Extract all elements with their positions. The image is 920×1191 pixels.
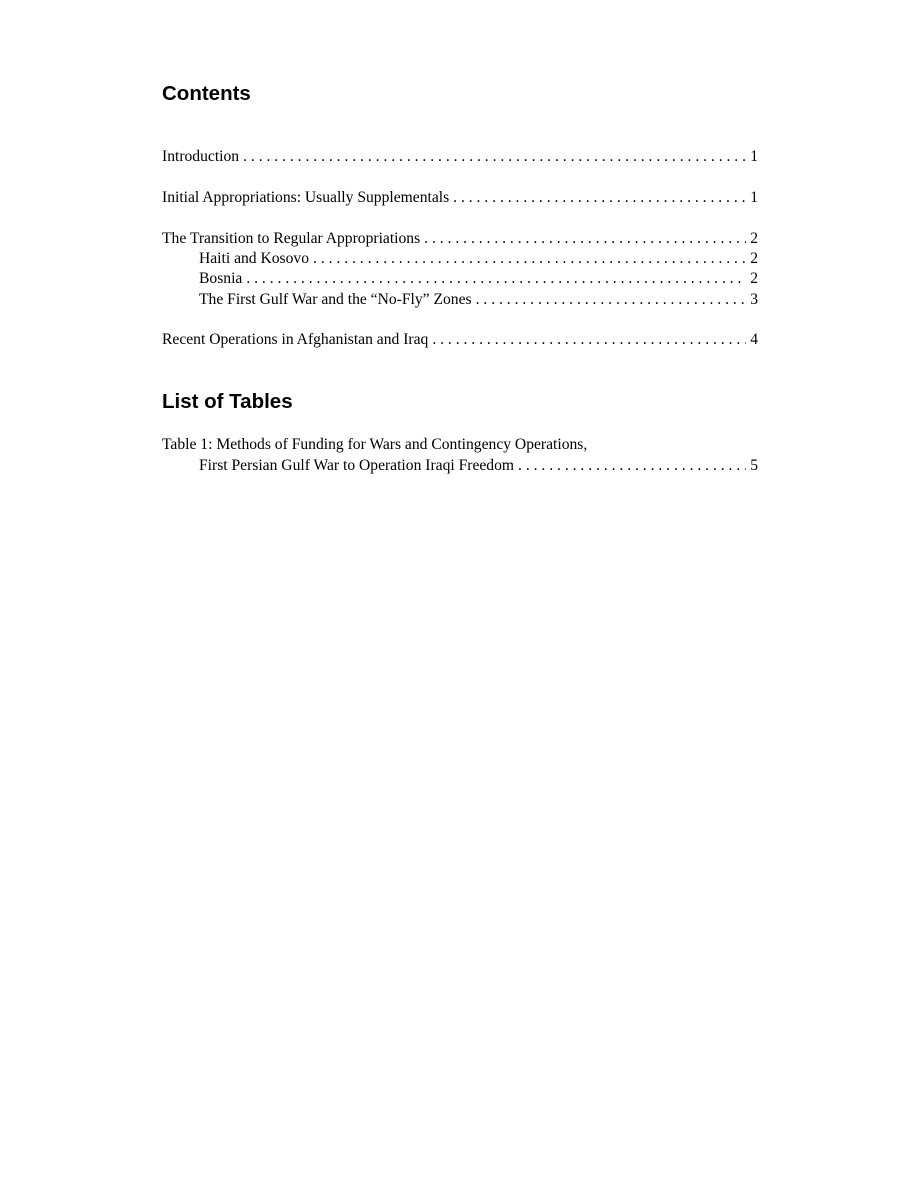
toc-entry-title: The Transition to Regular Appropriations xyxy=(162,230,421,247)
dot-leader xyxy=(476,290,747,310)
table-entry-title-line2: First Persian Gulf War to Operation Iraqi Freedom xyxy=(199,457,515,474)
table-entry-page: 5 xyxy=(750,457,758,474)
dot-leader xyxy=(432,330,746,350)
toc-entry-transition[interactable] xyxy=(162,229,758,249)
toc-entry-page: 2 xyxy=(750,250,758,267)
dot-leader xyxy=(246,269,746,289)
toc-entry-bosnia[interactable] xyxy=(199,269,758,289)
toc-entry-title: Introduction xyxy=(162,148,240,165)
contents-heading: Contents xyxy=(162,82,251,105)
toc-entry-page: 2 xyxy=(750,230,758,247)
toc-entry-first-gulf-war[interactable] xyxy=(199,290,758,310)
dot-leader xyxy=(518,456,746,476)
toc-entry-page: 2 xyxy=(750,270,758,287)
toc-entry-recent-operations[interactable] xyxy=(162,330,758,350)
toc-entry-haiti-kosovo[interactable] xyxy=(199,249,758,269)
table-entry-1[interactable] xyxy=(199,456,758,476)
toc-entry-title: The First Gulf War and the “No-Fly” Zones xyxy=(199,291,472,308)
dot-leader xyxy=(313,249,746,269)
toc-entry-page: 3 xyxy=(750,291,758,308)
toc-entry-title: Haiti and Kosovo xyxy=(199,250,310,267)
table-entry-title-line1[interactable]: Table 1: Methods of Funding for Wars and Contingency Operations, xyxy=(162,436,588,453)
toc-entry-title: Recent Operations in Afghanistan and Iraq xyxy=(162,331,429,348)
dot-leader xyxy=(243,147,746,167)
toc-entry-page: 1 xyxy=(750,189,758,206)
toc-entry-initial-appropriations[interactable] xyxy=(162,188,758,208)
toc-entry-introduction[interactable] xyxy=(162,147,758,167)
toc-entry-title: Bosnia xyxy=(199,270,243,287)
toc-entry-page: 1 xyxy=(750,148,758,165)
list-of-tables-heading: List of Tables xyxy=(162,390,293,413)
dot-leader xyxy=(424,229,746,249)
dot-leader xyxy=(453,188,746,208)
toc-entry-page: 4 xyxy=(750,331,758,348)
toc-entry-title: Initial Appropriations: Usually Supplementals xyxy=(162,189,450,206)
